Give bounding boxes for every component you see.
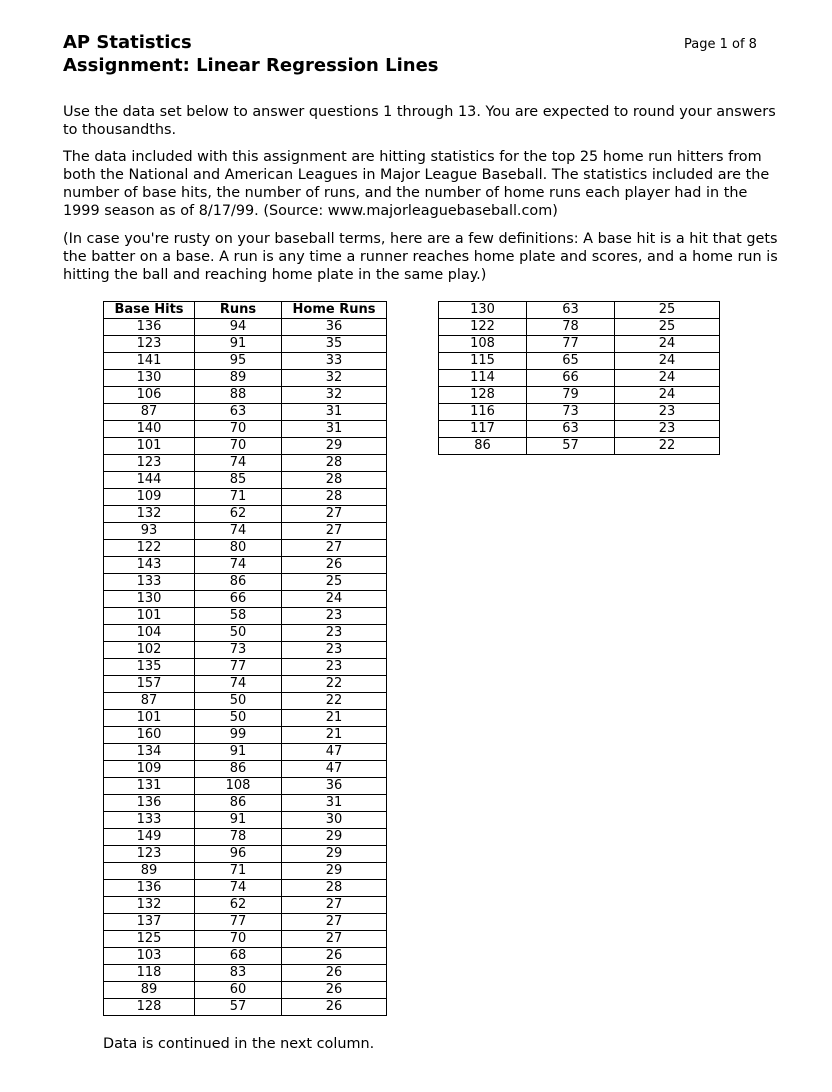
table-cell: 102: [104, 642, 195, 659]
table-cell: 101: [104, 710, 195, 727]
table-cell: 108: [195, 778, 282, 795]
table-row: [439, 336, 720, 353]
table-cell: 26: [282, 982, 387, 999]
table-cell: 78: [527, 319, 615, 336]
table-cell: 47: [282, 761, 387, 778]
table-cell: 99: [195, 727, 282, 744]
table-cell: 78: [195, 829, 282, 846]
table-cell: 28: [282, 472, 387, 489]
table-cell: 140: [104, 421, 195, 438]
table-cell: 23: [282, 642, 387, 659]
column-header: Home Runs: [282, 302, 387, 319]
table-cell: 65: [527, 353, 615, 370]
table-row: [439, 404, 720, 421]
table-cell: 86: [195, 761, 282, 778]
column-header: Runs: [195, 302, 282, 319]
table-cell: 26: [282, 557, 387, 574]
table-cell: 28: [282, 455, 387, 472]
table-cell: 123: [104, 336, 195, 353]
table-cell: 74: [195, 455, 282, 472]
table-row: [104, 931, 387, 948]
table-row: [104, 319, 387, 336]
table-cell: 106: [104, 387, 195, 404]
table-row: [104, 965, 387, 982]
table-cell: 133: [104, 574, 195, 591]
table-cell: 47: [282, 744, 387, 761]
table-cell: 28: [282, 880, 387, 897]
table-row: [104, 897, 387, 914]
table-cell: 66: [527, 370, 615, 387]
table-cell: 89: [104, 982, 195, 999]
table-cell: 136: [104, 319, 195, 336]
assignment-title: Assignment: Linear Regression Lines: [63, 55, 439, 76]
table-cell: 25: [615, 319, 720, 336]
table-cell: 86: [439, 438, 527, 455]
table-cell: 74: [195, 523, 282, 540]
table-cell: 24: [615, 387, 720, 404]
table-cell: 128: [104, 999, 195, 1016]
table-cell: 68: [195, 948, 282, 965]
table-row: [439, 353, 720, 370]
table-cell: 74: [195, 676, 282, 693]
table-cell: 70: [195, 438, 282, 455]
table-cell: 130: [104, 370, 195, 387]
table-row: [104, 863, 387, 880]
table-row: [104, 693, 387, 710]
table-cell: 50: [195, 710, 282, 727]
table-cell: 132: [104, 506, 195, 523]
table-row: [104, 625, 387, 642]
table-cell: 36: [282, 778, 387, 795]
column-header: Base Hits: [104, 302, 195, 319]
table-cell: 86: [195, 795, 282, 812]
table-row: [439, 387, 720, 404]
table-cell: 22: [282, 676, 387, 693]
continuation-note: Data is continued in the next column.: [103, 1036, 375, 1052]
table-cell: 77: [195, 914, 282, 931]
table-cell: 87: [104, 404, 195, 421]
table-cell: 28: [282, 489, 387, 506]
table-cell: 114: [439, 370, 527, 387]
table-row: [104, 523, 387, 540]
table-row: [104, 404, 387, 421]
table-cell: 74: [195, 880, 282, 897]
table-cell: 63: [527, 302, 615, 319]
table-cell: 141: [104, 353, 195, 370]
table-cell: 23: [615, 421, 720, 438]
table-cell: 128: [439, 387, 527, 404]
table-cell: 27: [282, 506, 387, 523]
table-cell: 63: [195, 404, 282, 421]
table-cell: 58: [195, 608, 282, 625]
table-cell: 63: [527, 421, 615, 438]
table-row: [104, 761, 387, 778]
table-cell: 71: [195, 489, 282, 506]
table-cell: 22: [615, 438, 720, 455]
table-cell: 144: [104, 472, 195, 489]
table-cell: 62: [195, 897, 282, 914]
data-table-left: [103, 301, 387, 1016]
table-cell: 26: [282, 999, 387, 1016]
table-cell: 88: [195, 387, 282, 404]
table-row: [104, 387, 387, 404]
table-row: [104, 999, 387, 1016]
table-cell: 160: [104, 727, 195, 744]
table-cell: 23: [615, 404, 720, 421]
table-cell: 122: [104, 540, 195, 557]
table-cell: 29: [282, 863, 387, 880]
table-cell: 25: [282, 574, 387, 591]
table-row: [104, 982, 387, 999]
table-cell: 50: [195, 693, 282, 710]
table-row: [104, 608, 387, 625]
table-cell: 23: [282, 659, 387, 676]
table-cell: 77: [527, 336, 615, 353]
table-cell: 35: [282, 336, 387, 353]
table-row: [104, 455, 387, 472]
table-row: [104, 506, 387, 523]
table-cell: 60: [195, 982, 282, 999]
table-cell: 24: [615, 370, 720, 387]
table-cell: 136: [104, 795, 195, 812]
table-row: [439, 438, 720, 455]
table-row: [439, 302, 720, 319]
data-table-right: [438, 301, 720, 455]
table-cell: 130: [104, 591, 195, 608]
table-cell: 66: [195, 591, 282, 608]
table-cell: 137: [104, 914, 195, 931]
table-cell: 109: [104, 761, 195, 778]
table-cell: 21: [282, 727, 387, 744]
table-cell: 94: [195, 319, 282, 336]
definitions-paragraph: (In case you're rusty on your baseball terms, here are a few definitions: A base hit is a hit that gets the batter on a base. A run is any time a runner reaches home plate and scores, and a home run is hitting the ball and reaching home plate in the same play.): [63, 231, 778, 283]
table-cell: 122: [439, 319, 527, 336]
table-cell: 116: [439, 404, 527, 421]
table-row: [104, 659, 387, 676]
table-row: [104, 557, 387, 574]
instructions-paragraph: Use the data set below to answer questions 1 through 13. You are expected to round your answers to thousandths.: [63, 104, 776, 138]
table-cell: 50: [195, 625, 282, 642]
table-cell: 30: [282, 812, 387, 829]
table-row: [104, 727, 387, 744]
table-cell: 29: [282, 438, 387, 455]
table-row: [104, 370, 387, 387]
table-row: [439, 421, 720, 438]
table-cell: 24: [615, 336, 720, 353]
table-cell: 131: [104, 778, 195, 795]
table-cell: 96: [195, 846, 282, 863]
table-cell: 117: [439, 421, 527, 438]
table-cell: 118: [104, 965, 195, 982]
table-cell: 130: [439, 302, 527, 319]
table-cell: 21: [282, 710, 387, 727]
table-cell: 22: [282, 693, 387, 710]
table-cell: 95: [195, 353, 282, 370]
table-row: [104, 676, 387, 693]
table-cell: 70: [195, 421, 282, 438]
table-row: [104, 472, 387, 489]
table-row: [104, 353, 387, 370]
table-row: [104, 744, 387, 761]
table-cell: 27: [282, 540, 387, 557]
table-cell: 143: [104, 557, 195, 574]
table-cell: 24: [615, 353, 720, 370]
table-cell: 29: [282, 829, 387, 846]
table-cell: 26: [282, 965, 387, 982]
table-cell: 24: [282, 591, 387, 608]
table-cell: 57: [527, 438, 615, 455]
table-cell: 31: [282, 421, 387, 438]
table-row: [104, 880, 387, 897]
table-cell: 23: [282, 625, 387, 642]
table-cell: 33: [282, 353, 387, 370]
table-cell: 73: [527, 404, 615, 421]
table-row: [104, 846, 387, 863]
table-cell: 79: [527, 387, 615, 404]
data-description-paragraph: The data included with this assignment are hitting statistics for the top 25 home run hitters from both the National and American Leagues in Major League Baseball. The statistics included are the number of base hits, the number of runs, and the number of home runs each player had in the 1999 season as of 8/17/99. (Source: www.majorleaguebaseball.com): [63, 149, 770, 219]
table-row: [104, 812, 387, 829]
table-cell: 123: [104, 455, 195, 472]
table-cell: 25: [615, 302, 720, 319]
table-cell: 31: [282, 795, 387, 812]
table-cell: 89: [195, 370, 282, 387]
table-row: [104, 642, 387, 659]
table-cell: 157: [104, 676, 195, 693]
table-cell: 91: [195, 744, 282, 761]
table-cell: 115: [439, 353, 527, 370]
table-cell: 134: [104, 744, 195, 761]
table-cell: 36: [282, 319, 387, 336]
table-row: [104, 795, 387, 812]
table-cell: 27: [282, 897, 387, 914]
table-cell: 108: [439, 336, 527, 353]
table-cell: 70: [195, 931, 282, 948]
table-cell: 27: [282, 523, 387, 540]
table-cell: 103: [104, 948, 195, 965]
table-row: [104, 914, 387, 931]
table-row: [104, 540, 387, 557]
table-row: [104, 421, 387, 438]
table-cell: 74: [195, 557, 282, 574]
table-cell: 27: [282, 914, 387, 931]
table-cell: 86: [195, 574, 282, 591]
table-header-row: [104, 302, 387, 319]
table-cell: 89: [104, 863, 195, 880]
table-cell: 101: [104, 438, 195, 455]
table-cell: 85: [195, 472, 282, 489]
table-cell: 27: [282, 931, 387, 948]
table-cell: 133: [104, 812, 195, 829]
table-row: [104, 778, 387, 795]
table-row: [104, 574, 387, 591]
table-cell: 125: [104, 931, 195, 948]
table-cell: 149: [104, 829, 195, 846]
table-cell: 91: [195, 336, 282, 353]
table-cell: 135: [104, 659, 195, 676]
page-number: Page 1 of 8: [684, 37, 757, 52]
table-cell: 80: [195, 540, 282, 557]
table-cell: 73: [195, 642, 282, 659]
table-cell: 101: [104, 608, 195, 625]
table-cell: 77: [195, 659, 282, 676]
table-cell: 83: [195, 965, 282, 982]
table-cell: 91: [195, 812, 282, 829]
table-cell: 87: [104, 693, 195, 710]
table-cell: 26: [282, 948, 387, 965]
table-cell: 62: [195, 506, 282, 523]
table-row: [104, 829, 387, 846]
table-row: [104, 336, 387, 353]
table-row: [104, 489, 387, 506]
table-cell: 132: [104, 897, 195, 914]
table-cell: 32: [282, 387, 387, 404]
table-cell: 57: [195, 999, 282, 1016]
table-row: [104, 948, 387, 965]
table-cell: 23: [282, 608, 387, 625]
table-cell: 31: [282, 404, 387, 421]
table-cell: 109: [104, 489, 195, 506]
table-cell: 104: [104, 625, 195, 642]
table-cell: 32: [282, 370, 387, 387]
table-cell: 93: [104, 523, 195, 540]
course-title: AP Statistics: [63, 32, 192, 53]
table-row: [439, 370, 720, 387]
table-cell: 123: [104, 846, 195, 863]
table-cell: 71: [195, 863, 282, 880]
table-cell: 29: [282, 846, 387, 863]
table-row: [104, 591, 387, 608]
table-cell: 136: [104, 880, 195, 897]
table-row: [104, 438, 387, 455]
table-row: [104, 710, 387, 727]
table-row: [439, 319, 720, 336]
